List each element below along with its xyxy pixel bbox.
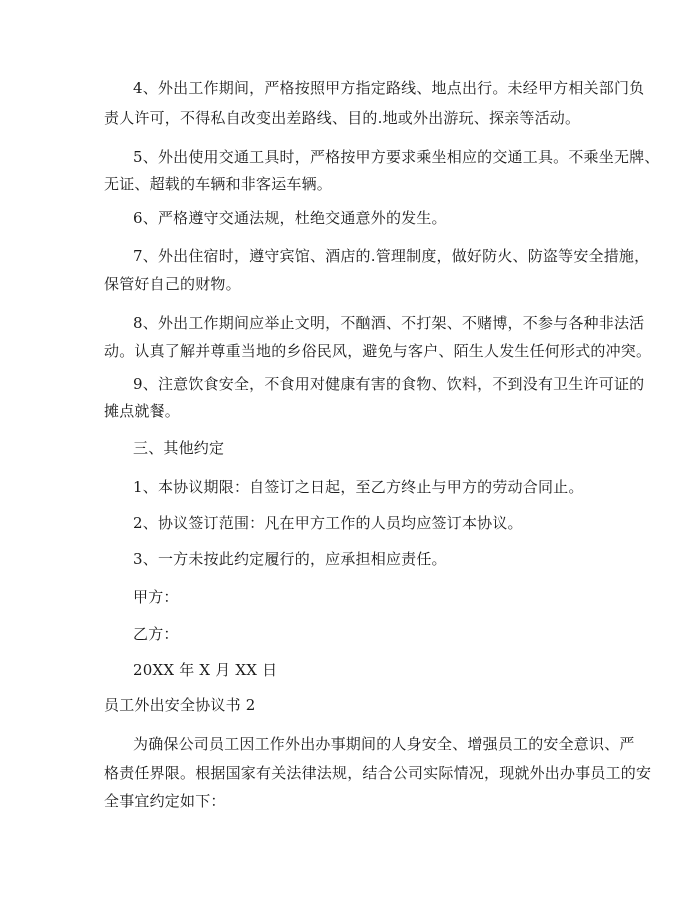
paragraph-item-4-line-2: 责人许可，不得私自改变出差路线、目的.地或外出游玩、探亲等活动。 [104, 109, 581, 127]
paragraph-item-7-line-2: 保管好自己的财物。 [104, 275, 241, 293]
section-heading-other-terms: 三、其他约定 [133, 439, 225, 457]
paragraph-item-9-line-1: 9、注意饮食安全，不食用对健康有害的食物、饮料，不到没有卫生许可证的 [133, 375, 645, 393]
signing-date: 20XX 年 X 月 XX 日 [133, 661, 278, 679]
intro-line-2: 格责任界限。根据国家有关法律法规，结合公司实际情况，现就外出办事员工的安 [104, 764, 652, 782]
paragraph-item-8-line-1: 8、外出工作期间应举止文明，不酗酒、不打架、不赌博，不参与各种非法活 [133, 314, 645, 332]
term-item-3: 3、一方未按此约定履行的，应承担相应责任。 [133, 550, 447, 568]
paragraph-item-8-line-2: 动。认真了解并尊重当地的乡俗民风，避免与客户、陌生人发生任何形式的冲突。 [104, 342, 652, 360]
intro-line-3: 全事宜约定如下： [104, 792, 226, 810]
paragraph-item-5-line-2: 无证、超载的车辆和非客运车辆。 [104, 175, 333, 193]
paragraph-item-9-line-2: 摊点就餐。 [104, 402, 181, 420]
paragraph-item-7-line-1: 7、外出住宿时，遵守宾馆、酒店的.管理制度，做好防火、防盗等安全措施， [133, 247, 650, 265]
term-item-2: 2、协议签订范围：凡在甲方工作的人员均应签订本协议。 [133, 514, 523, 532]
party-b-label: 乙方： [133, 625, 179, 643]
intro-line-1: 为确保公司员工因工作外出办事期间的人身安全、增强员工的安全意识、严 [133, 735, 635, 753]
term-item-1: 1、本协议期限：自签订之日起，至乙方终止与甲方的劳动合同止。 [133, 478, 584, 496]
paragraph-item-5-line-1: 5、外出使用交通工具时，严格按甲方要求乘坐相应的交通工具。不乘坐无牌、 [133, 148, 660, 166]
paragraph-item-4-line-1: 4、外出工作期间，严格按照甲方指定路线、地点出行。未经甲方相关部门负 [133, 79, 645, 97]
document-title-2: 员工外出安全协议书 2 [104, 696, 256, 714]
party-a-label: 甲方： [133, 588, 179, 606]
paragraph-item-6: 6、严格遵守交通法规，杜绝交通意外的发生。 [133, 209, 447, 227]
